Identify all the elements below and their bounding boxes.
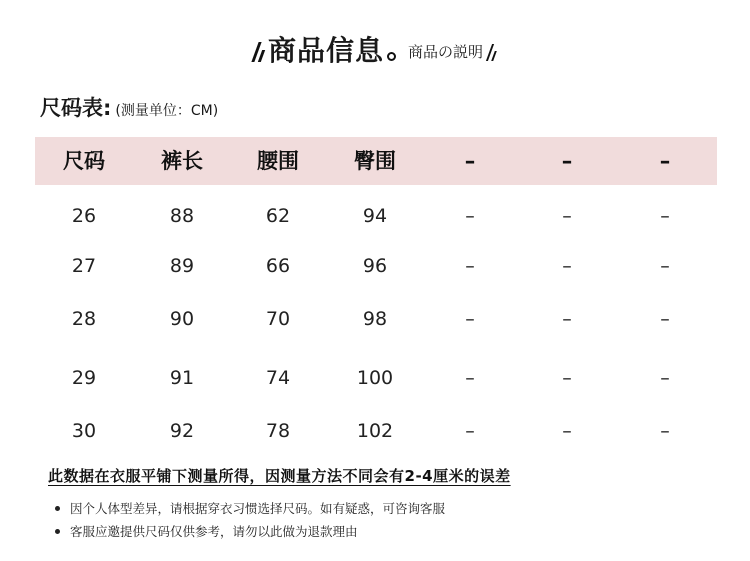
table-cell: – xyxy=(562,308,572,330)
table-cell: – xyxy=(562,205,572,227)
table-cell: – xyxy=(660,255,670,277)
table-cell: 66 xyxy=(265,255,291,277)
slash-decoration-icon xyxy=(487,42,497,62)
table-cell: – xyxy=(660,420,670,442)
measurement-note: 此数据在衣服平铺下测量所得，因测量方法不同会有2-4厘米的误差 xyxy=(48,467,511,485)
table-cell: 98 xyxy=(362,308,388,330)
table-cell: 92 xyxy=(169,420,195,442)
column-header-hip: 臀围 xyxy=(354,149,396,173)
table-cell: 88 xyxy=(169,205,195,227)
table-cell: 91 xyxy=(169,367,195,389)
page-subtitle: 商品の説明 xyxy=(408,43,484,61)
column-header-length: 裤长 xyxy=(161,149,203,173)
table-cell: 90 xyxy=(169,308,195,330)
table-cell: 94 xyxy=(362,205,388,227)
list-item xyxy=(55,499,445,517)
column-header-waist: 腰围 xyxy=(257,149,299,173)
column-header-empty-3: – xyxy=(659,149,671,173)
table-cell: 74 xyxy=(265,367,291,389)
table-cell: 62 xyxy=(265,205,291,227)
bullet-text: 因个人体型差异，请根据穿衣习惯选择尺码。如有疑惑，可咨询客服 xyxy=(70,501,446,516)
table-cell: – xyxy=(465,205,475,227)
table-cell: – xyxy=(660,367,670,389)
page-title: 商品信息 xyxy=(267,34,384,67)
column-header-size: 尺码 xyxy=(63,149,105,173)
table-cell: – xyxy=(562,367,572,389)
table-cell: 96 xyxy=(362,255,388,277)
table-cell: – xyxy=(465,367,475,389)
table-cell: – xyxy=(465,420,475,442)
table-cell: 70 xyxy=(265,308,291,330)
table-cell: – xyxy=(465,255,475,277)
list-item xyxy=(55,522,358,540)
table-cell: – xyxy=(660,308,670,330)
circle-decoration-icon xyxy=(387,52,396,61)
table-cell: 28 xyxy=(71,308,97,330)
size-table-label xyxy=(40,92,218,122)
bullet-text: 客服应邀提供尺码仅供参考，请勿以此做为退款理由 xyxy=(70,524,358,539)
table-cell: 78 xyxy=(265,420,291,442)
size-table-title: 尺码表: xyxy=(40,96,112,120)
table-cell: 26 xyxy=(71,205,97,227)
page-header xyxy=(0,28,750,68)
column-header-empty-2: – xyxy=(561,149,573,173)
table-cell: 27 xyxy=(71,255,97,277)
table-cell: – xyxy=(660,205,670,227)
table-cell: 89 xyxy=(169,255,195,277)
bullet-icon xyxy=(55,506,60,511)
slash-decoration-icon xyxy=(253,42,264,64)
table-cell: – xyxy=(465,308,475,330)
table-cell: 30 xyxy=(71,420,97,442)
bullet-icon xyxy=(55,529,60,534)
table-cell: – xyxy=(562,255,572,277)
table-cell: 100 xyxy=(356,367,394,389)
unit-note: (测量单位：CM) xyxy=(115,103,219,119)
table-cell: 102 xyxy=(356,420,394,442)
table-cell: – xyxy=(562,420,572,442)
column-header-empty-1: – xyxy=(464,149,476,173)
table-cell: 29 xyxy=(71,367,97,389)
